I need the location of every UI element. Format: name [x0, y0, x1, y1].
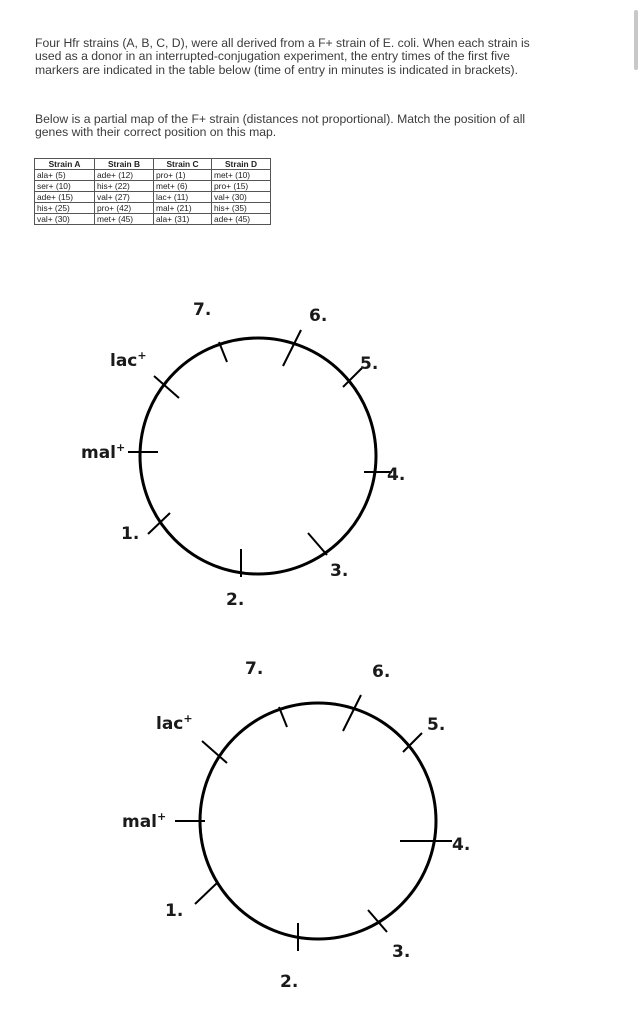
map-tick-3 — [368, 910, 387, 932]
table-cell: his+ (22) — [95, 181, 154, 192]
table-cell: pro+ (42) — [95, 203, 154, 214]
gene-name-mal: mal — [122, 812, 158, 832]
map-position-6: 6. — [372, 662, 391, 682]
table-cell: pro+ (15) — [212, 181, 271, 192]
table-cell: val+ (30) — [212, 192, 271, 203]
table-row — [35, 203, 271, 214]
table-cell: val+ (30) — [35, 214, 95, 225]
map-tick-6 — [283, 330, 301, 366]
gene-name-mal: mal — [81, 443, 117, 463]
gene-sup-lac: + — [183, 712, 193, 725]
table-cell: mal+ (21) — [154, 203, 212, 214]
map-position-2: 2. — [226, 590, 245, 610]
table-header-cell: Strain C — [154, 159, 212, 170]
table-cell: lac+ (11) — [154, 192, 212, 203]
table-cell: ser+ (10) — [35, 181, 95, 192]
chromosome-circle — [200, 703, 436, 939]
table-row — [35, 170, 271, 181]
map-position-7: 7. — [245, 659, 264, 679]
scrollbar[interactable] — [634, 10, 638, 70]
map-position-4: 4. — [452, 835, 471, 855]
map-position-2: 2. — [280, 972, 299, 992]
table-header-cell: Strain B — [95, 159, 154, 170]
map-position-7: 7. — [193, 300, 212, 320]
table-cell: ade+ (12) — [95, 170, 154, 181]
question-paragraph-2: Below is a partial map of the F+ strain (distances not proportional). Match the position of all genes with their correct position on this map. — [35, 112, 526, 140]
table-row — [35, 192, 271, 203]
map-position-6: 6. — [309, 306, 328, 326]
table-header-cell: Strain A — [35, 159, 95, 170]
map-position-3: 3. — [392, 942, 411, 962]
table-cell: val+ (27) — [95, 192, 154, 203]
map-position-4: 4. — [387, 465, 406, 485]
table-cell: ala+ (5) — [35, 170, 95, 181]
gene-sup-lac: + — [137, 349, 147, 362]
table-cell: pro+ (1) — [154, 170, 212, 181]
map-position-5: 5. — [427, 715, 446, 735]
table-cell: met+ (6) — [154, 181, 212, 192]
question-paragraph-1: Four Hfr strains (A, B, C, D), were all derived from a F+ strain of E. coli. When each strain is used as a donor in an interrupted-conjugation experiment, the entry times of the first five markers are indicated in the table below (time of entry in minutes is indicated in brackets). — [35, 36, 530, 77]
table-header-cell: Strain D — [212, 159, 271, 170]
map-label-mal — [122, 810, 166, 832]
map-tick-3 — [308, 533, 327, 555]
map-position-3: 3. — [330, 561, 349, 581]
table-row — [35, 214, 271, 225]
table-cell: ade+ (45) — [212, 214, 271, 225]
map-tick-7 — [219, 342, 227, 362]
table-row — [35, 181, 271, 192]
map-position-5: 5. — [360, 354, 379, 374]
table-cell: his+ (25) — [35, 203, 95, 214]
map-label-mal — [81, 441, 125, 463]
gene-map-1 — [0, 290, 643, 620]
gene-sup-mal: + — [157, 810, 167, 823]
table-header-row — [35, 159, 271, 170]
chromosome-circle — [140, 338, 379, 574]
map-label-lac — [156, 712, 193, 734]
map-tick-7 — [279, 707, 287, 727]
gene-map-2 — [0, 655, 643, 995]
gene-name-lac: lac — [156, 714, 184, 734]
map-tick-6 — [343, 695, 361, 731]
map-label-lac — [110, 349, 147, 371]
table-cell: met+ (45) — [95, 214, 154, 225]
map-tick-1 — [195, 883, 217, 904]
map-position-1: 1. — [121, 524, 140, 544]
table-cell: met+ (10) — [212, 170, 271, 181]
map-position-1: 1. — [165, 901, 184, 921]
gene-sup-mal: + — [116, 441, 126, 454]
gene-name-lac: lac — [110, 351, 138, 371]
table-cell: his+ (35) — [212, 203, 271, 214]
strain-entry-table — [34, 158, 271, 225]
table-cell: ade+ (15) — [35, 192, 95, 203]
table-cell: ala+ (31) — [154, 214, 212, 225]
